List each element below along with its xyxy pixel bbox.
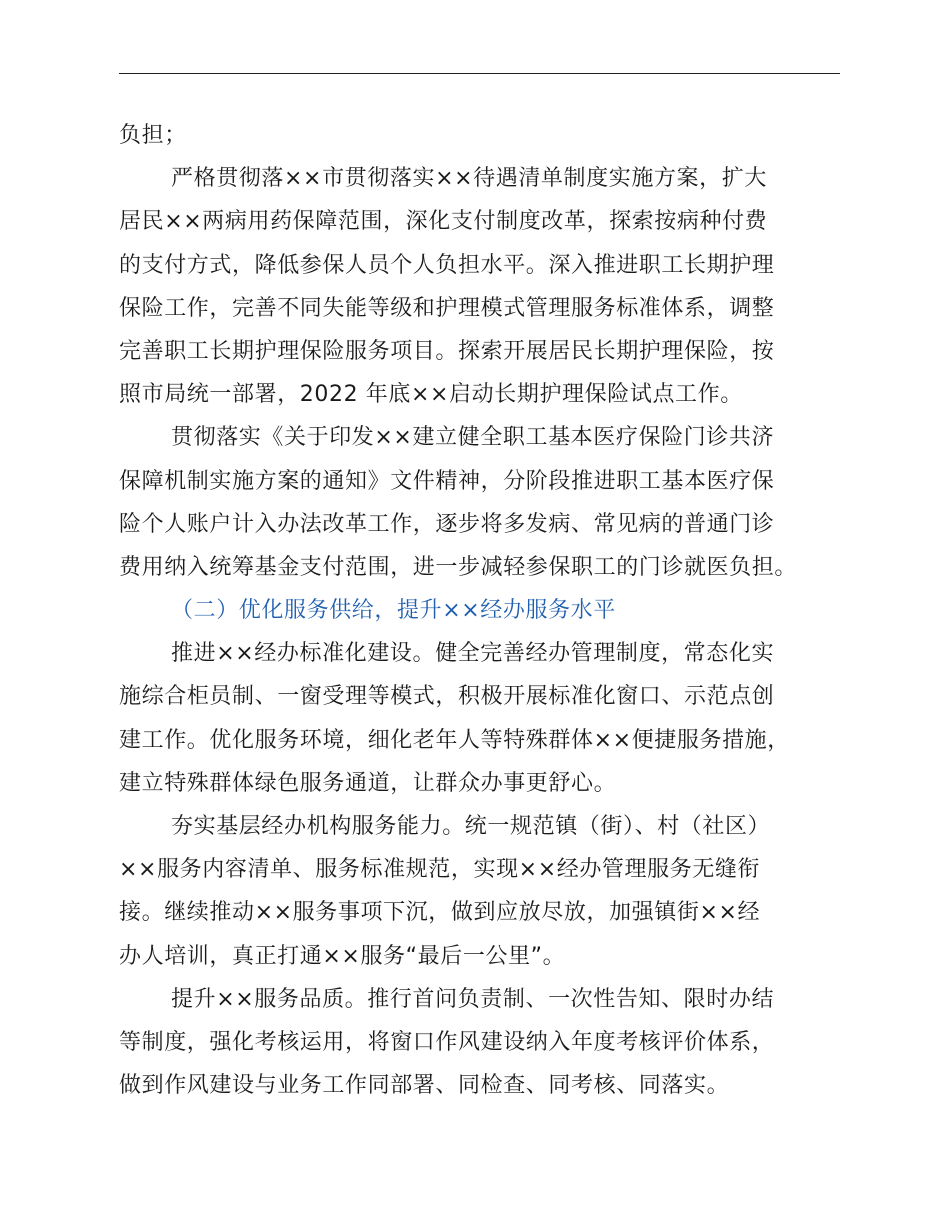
paragraph-line: 贯彻落实《关于印发××建立健全职工基本医疗保险门诊共济: [171, 425, 775, 451]
paragraph-line: 办人培训，真正打通××服务“最后一公里”。: [119, 943, 566, 969]
paragraph-line: 做到作风建设与业务工作同部署、同检查、同考核、同落实。: [119, 1073, 730, 1099]
paragraph-line: 险个人账户计入办法改革工作，逐步将多发病、常见病的普通门诊: [119, 511, 775, 537]
paragraph-line: 保险工作，完善不同失能等级和护理模式管理服务标准体系，调整: [119, 295, 775, 321]
paragraph-line: 保障机制实施方案的通知》文件精神，分阶段推进职工基本医疗保: [119, 468, 775, 494]
paragraph-line: 负担；: [119, 123, 187, 148]
header-rule: [119, 73, 840, 74]
paragraph-line: 居民××两病用药保障范围，深化支付制度改革，探索按病种付费: [119, 209, 768, 235]
paragraph-line: 严格贯彻落××市贯彻落实××待遇清单制度实施方案，扩大: [171, 166, 767, 192]
paragraph-line: 完善职工长期护理保险服务项目。探索开展居民长期护理保险，按: [119, 338, 775, 364]
paragraph-line: ××服务内容清单、服务标准规范，实现××经办管理服务无缝衔: [119, 857, 761, 883]
paragraph-line: 的支付方式，降低参保人员个人负担水平。深入推进职工长期护理: [119, 252, 775, 278]
paragraph-line: 照市局统一部署，2022 年底××启动长期护理保险试点工作。: [119, 382, 743, 408]
paragraph-line: 等制度，强化考核运用，将窗口作风建设纳入年度考核评价体系，: [119, 1029, 775, 1055]
paragraph-line: 提升××服务品质。推行首问负责制、一次性告知、限时办结: [171, 986, 775, 1012]
paragraph-line: 建立特殊群体绿色服务通道，让群众办事更舒心。: [119, 770, 617, 796]
section-heading: （二）优化服务供给，提升××经办服务水平: [171, 598, 616, 624]
paragraph-line: 费用纳入统筹基金支付范围，进一步减轻参保职工的门诊就医负担。: [119, 554, 798, 580]
paragraph-line: 推进××经办标准化建设。健全完善经办管理制度，常态化实: [171, 641, 775, 667]
paragraph-line: 夯实基层经办机构服务能力。统一规范镇（街）、村（社区）: [171, 814, 771, 839]
paragraph-line: 建工作。优化服务环境，细化老年人等特殊群体××便捷服务措施，: [119, 727, 790, 753]
paragraph-line: 接。继续推动××服务事项下沉，做到应放尽放，加强镇街××经: [119, 900, 761, 926]
document-body: [119, 114, 859, 1107]
paragraph-line: 施综合柜员制、一窗受理等模式，积极开展标准化窗口、示范点创: [119, 684, 775, 710]
